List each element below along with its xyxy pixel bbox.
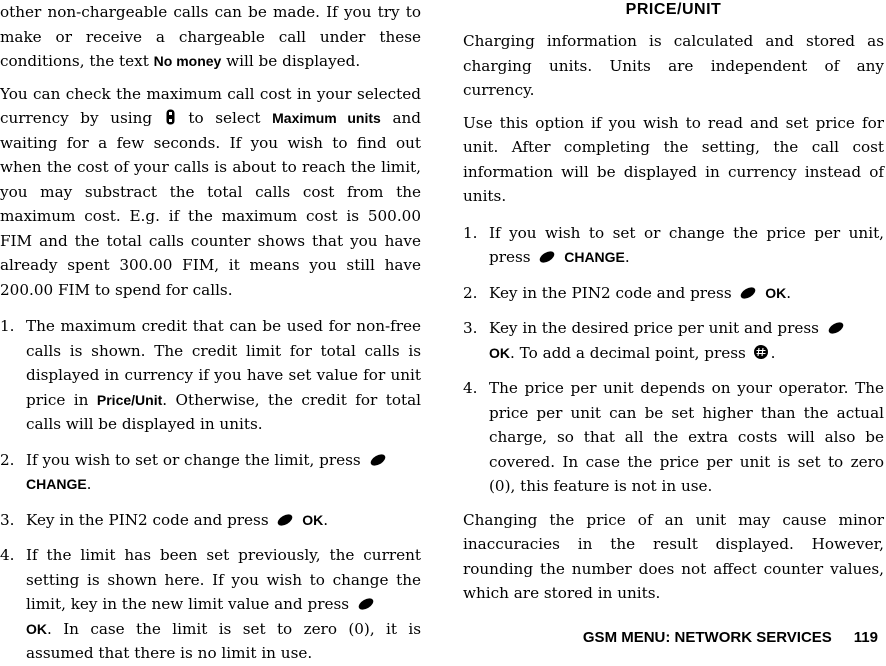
list-item: 1. The maximum credit that can be used for non-free calls is shown. The credit limit for total calls is displayed in currency if you have set value for unit price in Price/Unit. Otherwise, the credit for total calls will be displayed in units.: [0, 317, 421, 433]
selection-key-icon: [368, 453, 388, 467]
page-number: 119: [853, 629, 878, 646]
intro-paragraph: other non-chargeable calls can be made. If you try to make or receive a chargeable call under these conditions, the text No money will be displayed.: [0, 3, 421, 70]
page-footer: [583, 629, 878, 647]
list-item: 4. If the limit has been set previously, the current setting is shown here. If you wish to change the limit, key in the new limit value and press OK. In case the limit is set to zero (0), it is assumed that there is no limit in use.: [0, 546, 421, 662]
max-cost-paragraph: You can check the maximum call cost in your selected currency by using to select Maximum units and waiting for a few seconds. If you wish to find out when the cost of your calls is about to reach the limit, you may substract the total calls cost from the maximum cost. E.g. if the maximum cost is 500.00 FIM and the total calls counter shows that you have already spent 300.00 FIM, it means you still have 200.00 FIM to spend for calls.: [0, 84, 422, 299]
hash-key-icon: [753, 344, 769, 360]
maximum-units-text: Maximum units: [272, 110, 381, 126]
list-item: 3. Key in the desired price per unit and press OK. To add a decimal point, press .: [463, 316, 884, 365]
scroll-key-icon: [166, 109, 175, 125]
left-column: [0, 0, 421, 666]
option-description-paragraph: Use this option if you wish to read and set price for unit. After completing the setting, the call cost information will be displayed in currency instead of units.: [463, 113, 884, 205]
selection-key-icon: [537, 250, 557, 264]
list-item: 4. The price per unit depends on your operator. The price per unit can be set higher than the actual charge, so that all the extra costs will also be covered. In case the price per unit is set to zero (0), this feature is not in use.: [463, 379, 884, 495]
selection-key-icon: [826, 321, 846, 335]
price-steps-list: [463, 221, 884, 499]
charging-info-paragraph: Charging information is calculated and stored as charging units. Units are independent of any currency.: [463, 32, 884, 99]
selection-key-icon: [356, 597, 376, 611]
limit-steps-list: [0, 314, 421, 666]
list-item: 1. If you wish to set or change the price per unit, press CHANGE.: [463, 223, 884, 266]
list-item: 2. Key in the PIN2 code and press OK.: [463, 283, 792, 302]
footer-section-title: GSM MENU: NETWORK SERVICES: [582, 629, 832, 646]
rounding-note-paragraph: Changing the price of an unit may cause minor inaccuracies in the result displayed. However, rounding the number does not affect counter values, which are stored in units.: [463, 510, 884, 602]
list-item: 2. If you wish to set or change the limit, press CHANGE.: [0, 448, 421, 497]
right-column: [463, 0, 884, 606]
section-heading: PRICE/UNIT: [625, 1, 722, 18]
list-item: 3. Key in the PIN2 code and press OK.: [0, 510, 329, 529]
selection-key-icon: [275, 513, 295, 527]
no-money-text: No money: [153, 53, 222, 69]
selection-key-icon: [738, 286, 758, 300]
